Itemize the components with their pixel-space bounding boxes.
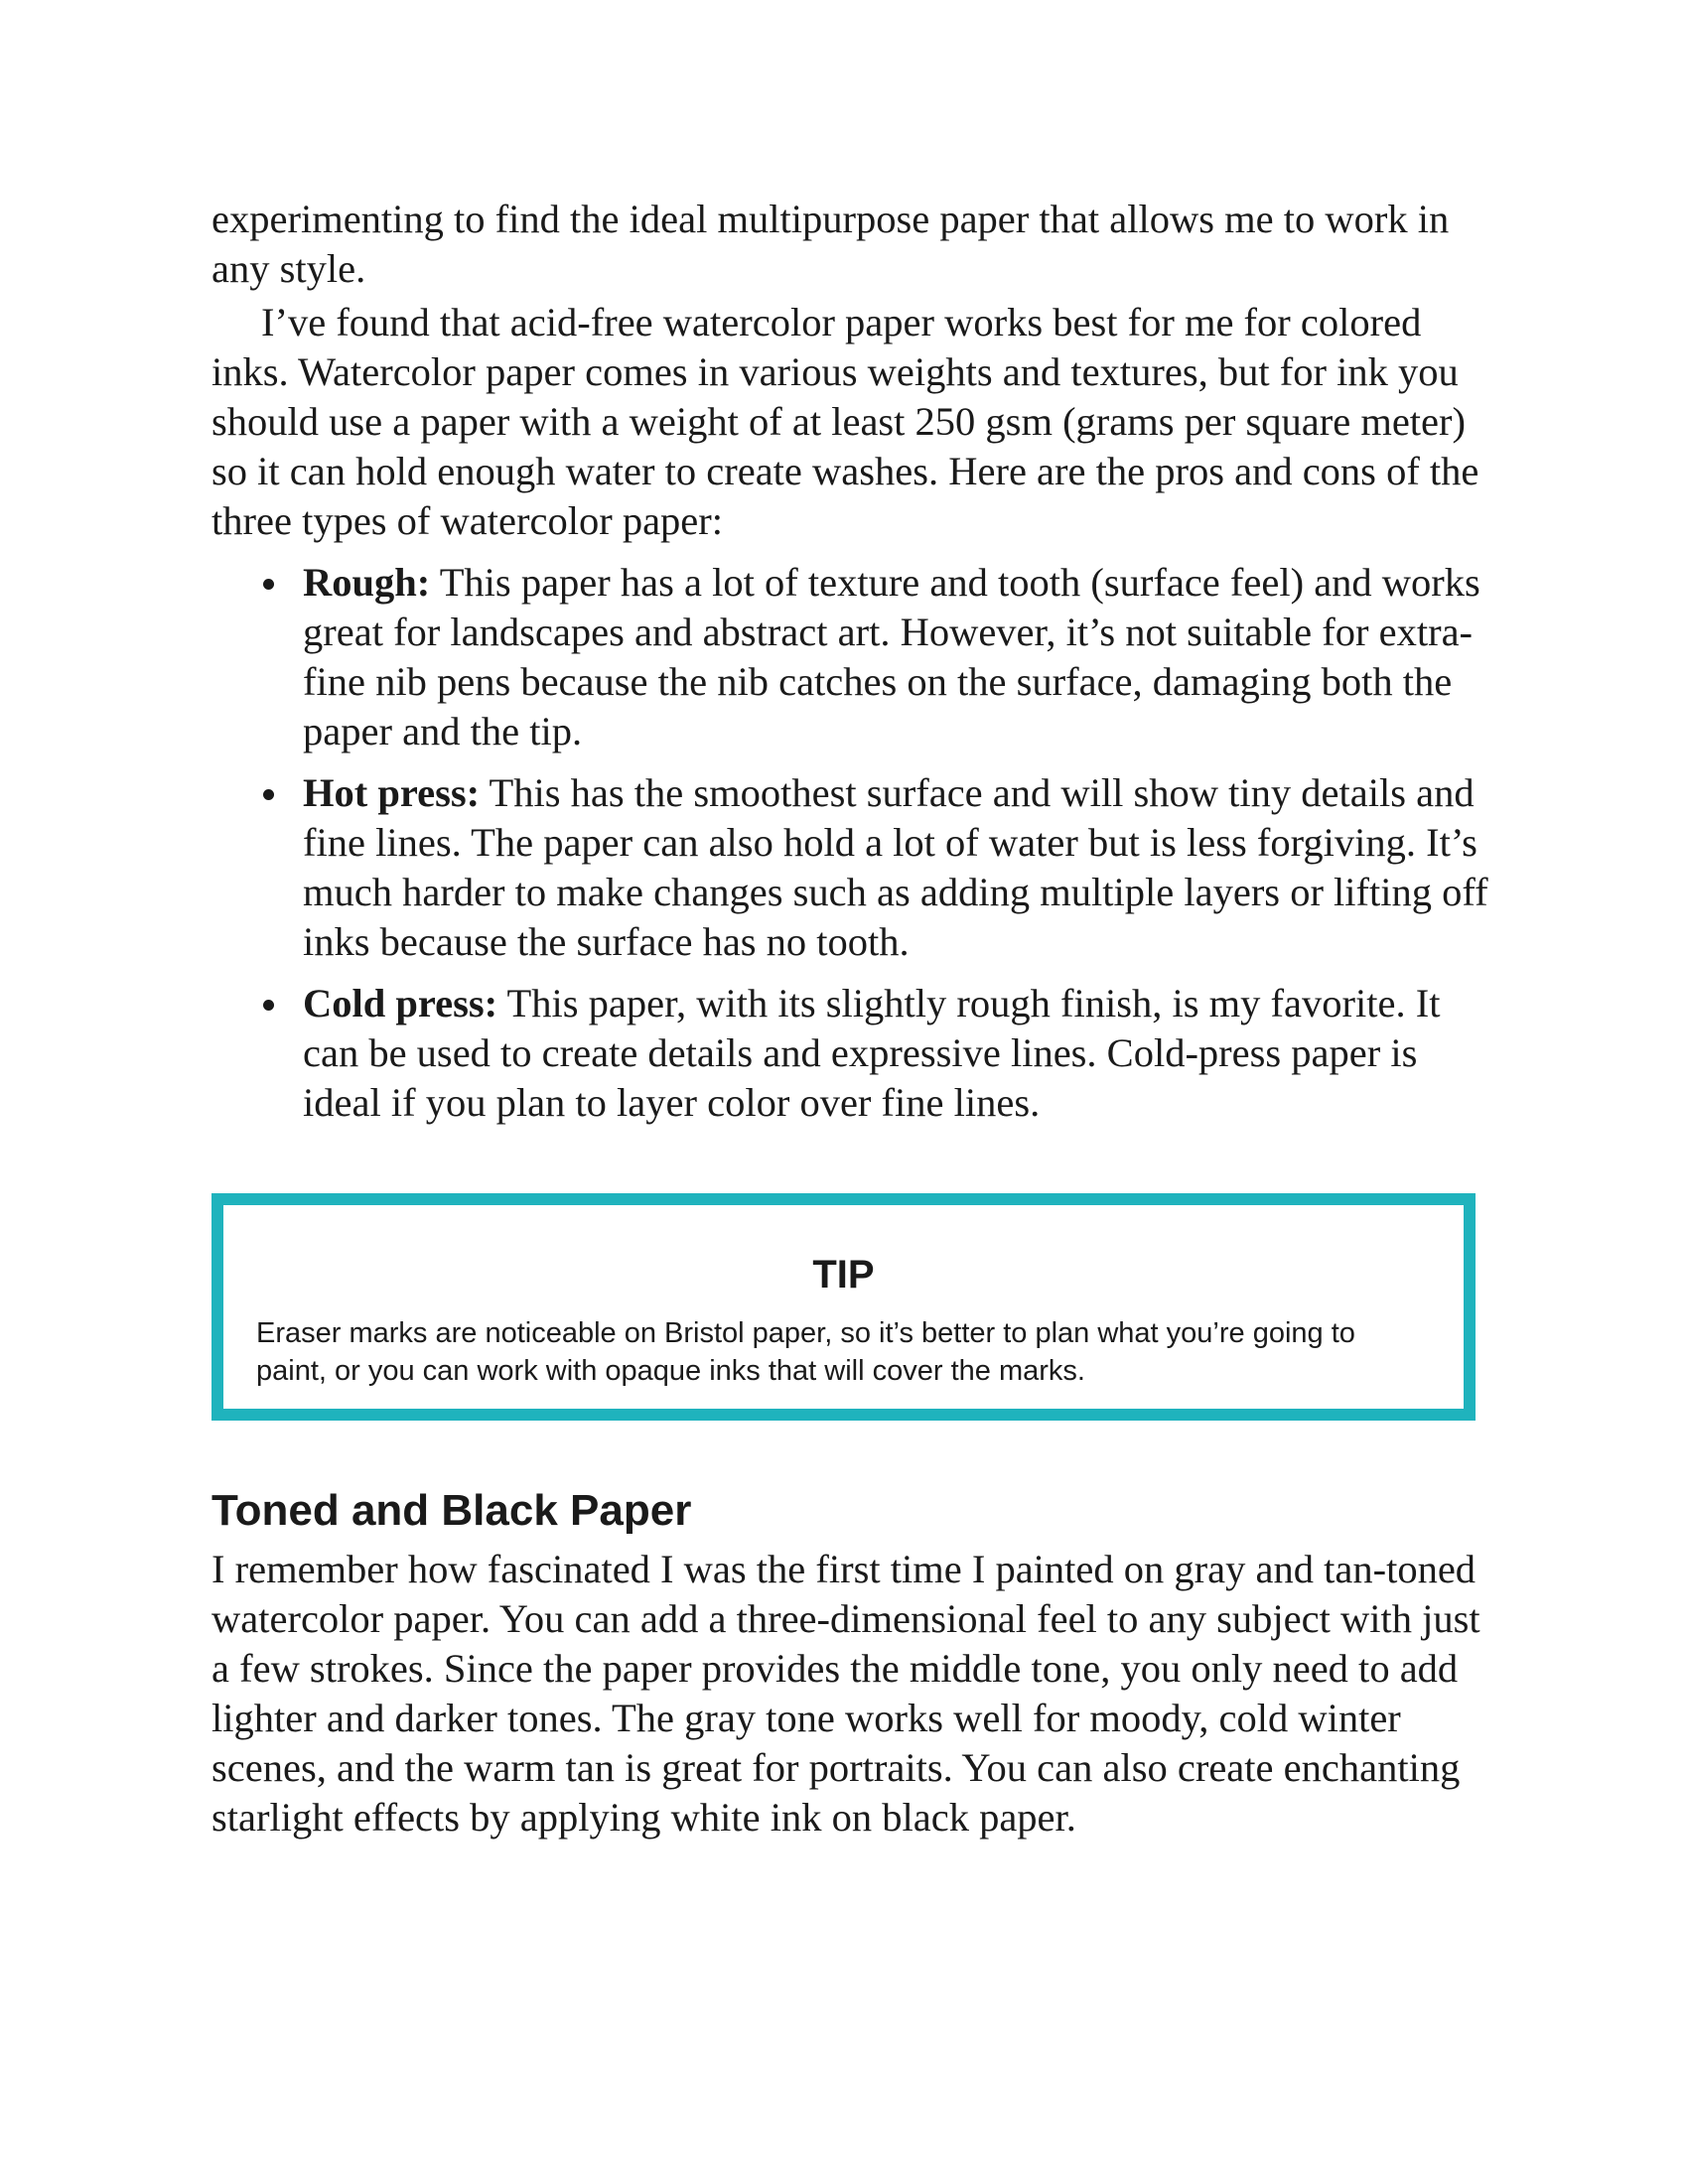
paper-type-list — [211, 558, 1492, 1128]
list-item-term: Hot press: — [303, 770, 481, 815]
tip-title: TIP — [812, 1253, 875, 1297]
bullet-icon — [263, 789, 274, 800]
list-item-hot-press — [211, 768, 1492, 967]
list-item-text: This has the smoothest surface and will show tiny details and fine lines. The paper can also hold a lot of water but is less forgiving. It’s much harder to make changes such as adding multiple layers or lifting off inks because the surface has no tooth. — [303, 770, 1488, 964]
list-item-cold-press — [211, 979, 1492, 1128]
tip-box — [211, 1193, 1476, 1421]
list-item-text: This paper has a lot of texture and tooth (surface feel) and works great for landscapes and abstract art. However, it’s not suitable for extra-fine nib pens because the nib catches on the surface, damaging both the paper and the tip. — [303, 560, 1480, 753]
tip-text: Eraser marks are noticeable on Bristol paper, so it’s better to plan what you’re going to paint, or you can work with opaque inks that will cover the marks. — [256, 1317, 1355, 1387]
list-item-text: This paper, with its slightly rough finish, is my favorite. It can be used to create details and expressive lines. Cold-press paper is ideal if you plan to layer color over fine lines. — [303, 981, 1441, 1125]
list-item-term: Cold press: — [303, 981, 498, 1025]
list-item-rough — [211, 558, 1492, 756]
section-paragraph: I remember how fascinated I was the first time I painted on gray and tan-toned watercolor paper. You can add a three-dimensional feel to any subject with just a few strokes. Since the paper provides the middle tone, you only need to add lighter and darker tones. The gray tone works well for moody, cold winter scenes, and the warm tan is great for portraits. You can also create enchanting starlight effects by applying white ink on black paper. — [211, 1547, 1480, 1840]
list-item-term: Rough: — [303, 560, 431, 605]
section-heading: Toned and Black Paper — [211, 1486, 692, 1535]
bullet-icon — [263, 579, 274, 590]
toned-black-paper-section — [211, 1483, 1492, 1843]
body-text — [211, 195, 1492, 1140]
intro-continuation: experimenting to find the ideal multipurpose paper that allows me to work in any style. — [211, 197, 1450, 291]
bullet-icon — [263, 1000, 274, 1011]
intro-paragraph: I’ve found that acid-free watercolor paper works best for me for colored inks. Watercolor paper comes in various weights and textures, but for ink you should use a paper with a weight of at least 250 gsm (grams per square meter) so it can hold enough water to create washes. Here are the pros and cons of the three types of watercolor paper: — [211, 300, 1479, 543]
